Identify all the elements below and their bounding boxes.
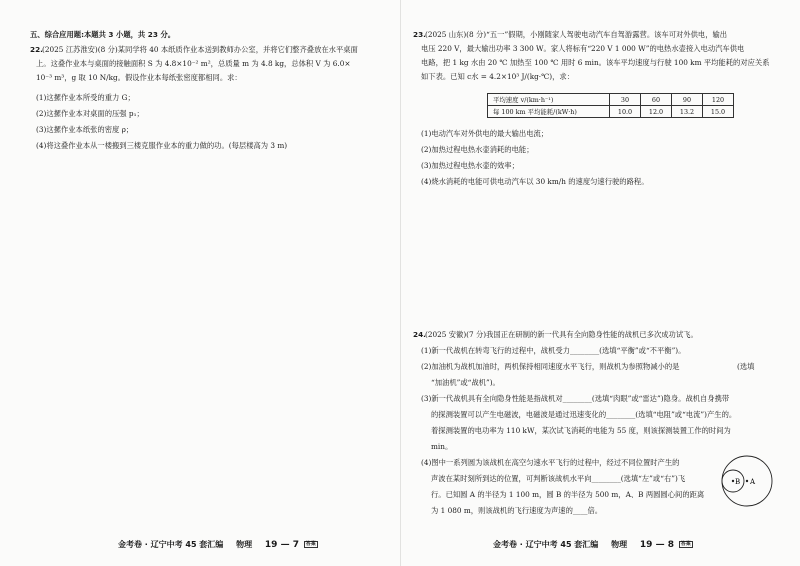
question-22-item-4: (4)将这叠作业本从一楼搬到三楼克服作业本的重力做的功。(每层楼高为 3 m) (36, 141, 288, 150)
table-row (488, 106, 734, 118)
label-b: B (735, 478, 741, 486)
question-24-number: 24. (413, 330, 426, 339)
question-22-line-3: 10⁻³ m³，g 取 10 N/kg。假设作业本每纸张密度都相同。求： (36, 73, 242, 82)
section-title: 五、综合应用题:本题共 3 小题，共 23 分。 (30, 30, 176, 39)
footer-page-number: 19 — 7 (264, 540, 299, 550)
table-cell: 60 (641, 94, 672, 106)
question-22-item-1: (1)这摞作业本所受的重力 G； (36, 93, 135, 102)
question-23-item-4: (4)烧水消耗的电能可供电动汽车以 30 km/h 的速度匀速行驶的路程。 (421, 177, 649, 186)
table-cell: 12.0 (641, 106, 672, 118)
table-row (488, 94, 734, 106)
question-24-part-3b: 的探测装置可以产生电磁波，电磁波是通过迅速变化的________(选填“电阻”或“电流”)产生的。 (431, 410, 737, 419)
left-footer (118, 539, 318, 550)
question-23-line-4: 如下表。已知 c水 = 4.2×10³ J/(kg·℃)，求： (421, 72, 575, 81)
question-23-item-2: (2)加热过程电热水壶消耗的电能； (421, 145, 534, 154)
answer-badge: 答案 (305, 541, 316, 547)
table-cell: 15.0 (703, 106, 734, 118)
question-22-item-2: (2)这摞作业本对桌面的压强 p₁； (36, 109, 144, 118)
label-a: A (750, 478, 756, 486)
question-23-number: 23. (413, 30, 426, 39)
footer-subject: 物理 (611, 540, 628, 549)
footer-subject: 物理 (236, 540, 253, 549)
footer-page-number: 19 — 8 (639, 540, 674, 550)
center-b-dot (732, 480, 734, 482)
question-23-line-1: (2025 山东)(8 分)“五一”假期，小刚随家人驾驶电动汽车自驾游露营。该车可对外供电，输出 (425, 30, 728, 39)
question-24-part-4d: 为 1 080 m，则该战机的飞行速度为声速的____倍。 (431, 506, 603, 515)
question-24-part-4a: (4)图中一系列圆为该战机在高空匀速水平飞行的过程中，经过不同位置时产生的 (421, 458, 680, 467)
question-23-item-3: (3)加热过程电热水壶的效率； (421, 161, 519, 170)
footer-title: 金考卷 · 辽宁中考 45 套汇编 (118, 540, 224, 549)
sound-wave-circles-figure (719, 454, 773, 508)
question-24-part-4b: 声波在某时刻所到达的位置，可判断该战机水平向________(选填“左”或“右”)飞 (431, 474, 686, 483)
right-page (400, 0, 800, 566)
answer-badge: 答案 (680, 541, 691, 547)
question-24-part-2a-tail: (选填 (737, 362, 755, 371)
question-23-line-3: 电路，把 1 kg 水由 20 ℃ 加热至 100 ℃ 用时 6 min。该车平均速度与行驶 100 km 平均能耗的对应关系 (421, 58, 770, 67)
question-24-part-2a: (2)加油机为战机加油时，两机保持相同速度水平飞行，则战机为参照物减小的是 (421, 362, 680, 371)
question-24-part-3a: (3)新一代战机具有全向隐身性能是指战机对________(选填“肉眼”或“雷达”)隐身。战机自身携带 (421, 394, 730, 403)
table-cell: 90 (672, 94, 703, 106)
question-24-part-3d: min。 (431, 442, 453, 451)
table-cell: 10.0 (610, 106, 641, 118)
table-cell: 30 (610, 94, 641, 106)
question-22-number: 22. (30, 45, 43, 54)
question-22-item-3: (3)这摞作业本纸张的密度 ρ； (36, 125, 134, 134)
question-23-line-2: 电压 220 V，最大输出功率 3 300 W。家人将标有“220 V 1 000 W”的电热水壶接入电动汽车供电 (421, 44, 745, 53)
question-22-line-2: 上。这叠作业本与桌面的接触面积 S 为 4.8×10⁻² m²，总质量 m 为 4.8 kg，总体积 V 为 6.0× (36, 59, 351, 68)
table-row-header: 平均速度 v/(km·h⁻¹) (488, 94, 610, 106)
footer-title: 金考卷 · 辽宁中考 45 套汇编 (493, 540, 599, 549)
question-23-item-1: (1)电动汽车对外供电的最大输出电流； (421, 129, 549, 138)
right-footer (493, 539, 693, 550)
table-cell: 120 (703, 94, 734, 106)
table-row-header: 每 100 km 平均能耗/(kW·h) (488, 106, 610, 118)
question-24-part-3c: 着探测装置的电功率为 110 kW，某次试飞消耗的电能为 55 度，则该探测装置工作的时间为 (431, 426, 731, 435)
question-24-line-1: (2025 安徽)(7 分)我国正在研制的新一代具有全向隐身性能的战机已多次成功试飞。 (425, 330, 698, 339)
question-24-part-4c: 行。已知圆 A 的半径为 1 100 m，圆 B 的半径为 500 m，A、B 两圆圆心间的距离 (431, 490, 705, 499)
question-24-part-2b: “加油机”或“战机”)。 (431, 378, 500, 387)
question-24-part-1: (1)新一代战机在转弯飞行的过程中，战机受力________(选填“平衡”或“不平衡”)。 (421, 346, 686, 355)
center-a-dot (746, 480, 748, 482)
table-cell: 13.2 (672, 106, 703, 118)
question-22-line-1: (2025 江苏淮安)(8 分)某同学将 40 本纸质作业本送到教师办公室，并将它们整齐叠放在水平桌面 (42, 45, 358, 54)
speed-energy-table (487, 93, 734, 118)
